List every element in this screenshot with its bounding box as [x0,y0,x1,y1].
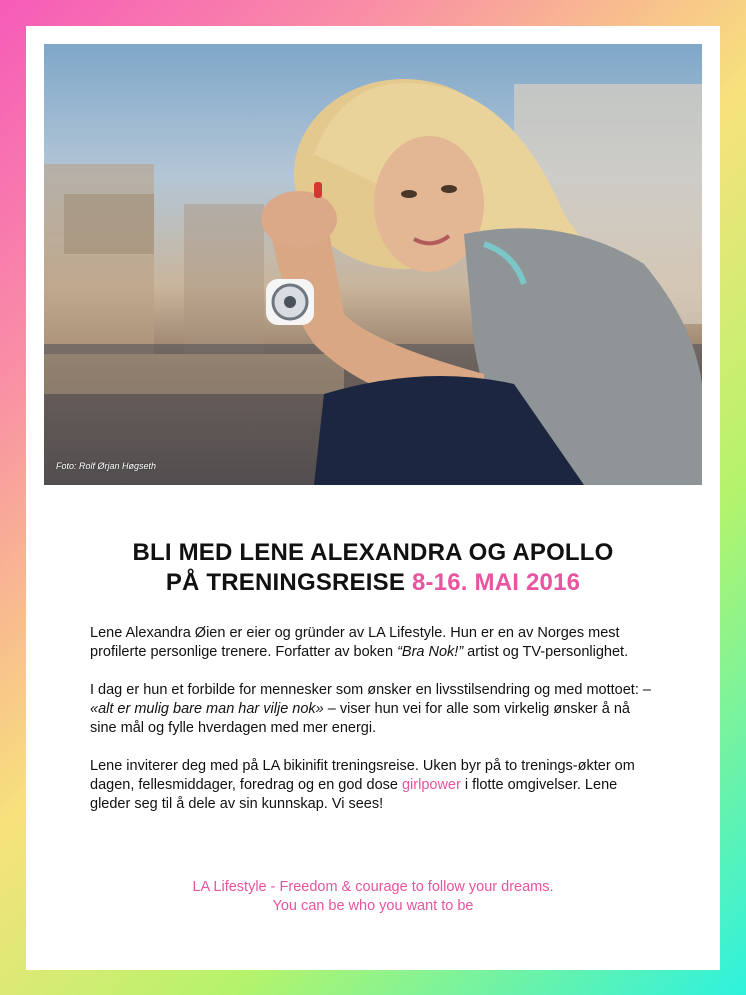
paragraph-3-text-a: Lene inviterer deg med på LA bikinifit treningsreise. Uken byr på to trenings-økter om dagen, fellesmiddager, foredrag og en god dose [90,758,635,793]
headline-line-1: BLI MED LENE ALEXANDRA OG APOLLO [132,539,614,566]
headline-dates: 8-16. MAI 2016 [411,569,581,596]
photo-credit: Foto: Rolf Ørjan Høgseth [56,461,157,471]
paragraph-1-text-b: artist og TV-personlighet. [463,644,629,660]
paragraph-2-text-a: I dag er hun et forbilde for mennesker som ønsker en livsstilsendring og med mottoet: – [90,682,651,698]
hero-photo-illustration [44,44,702,485]
footer-line-2: You can be who you want to be [272,898,474,914]
flyer-card [26,26,720,970]
motto: «alt er mulig bare man har vilje nok» [90,701,324,717]
headline-line-2 [26,568,720,598]
book-title: “Bra Nok!” [397,644,464,660]
paragraph-1-text-a: Lene Alexandra Øien er eier og gründer av LA Lifestyle. Hun er en av Norges mest profilerte personlige trenere. Forfatter av boken [90,625,620,660]
paragraph-3 [90,757,660,814]
hero-photo [44,44,702,485]
paragraph-2 [90,681,660,738]
paragraph-3-text-b: i flotte omgivelser. Lene gleder seg til å dele av sin kunnskap. Vi sees! [90,777,618,812]
body-text [90,624,660,833]
paragraph-2-text-b: – viser hun vei for alle som virkelig ønsker å nå sine mål og fylle hverdagen med mer energi. [90,701,630,736]
headline-line-2-prefix: PÅ TRENINGSREISE [165,569,406,596]
footer-line-1: LA Lifestyle - Freedom & courage to follow your dreams. [192,879,554,895]
girlpower-highlight: girlpower [401,777,461,793]
headline [26,538,720,598]
footer-slogan [26,878,720,916]
paragraph-1 [90,624,660,662]
